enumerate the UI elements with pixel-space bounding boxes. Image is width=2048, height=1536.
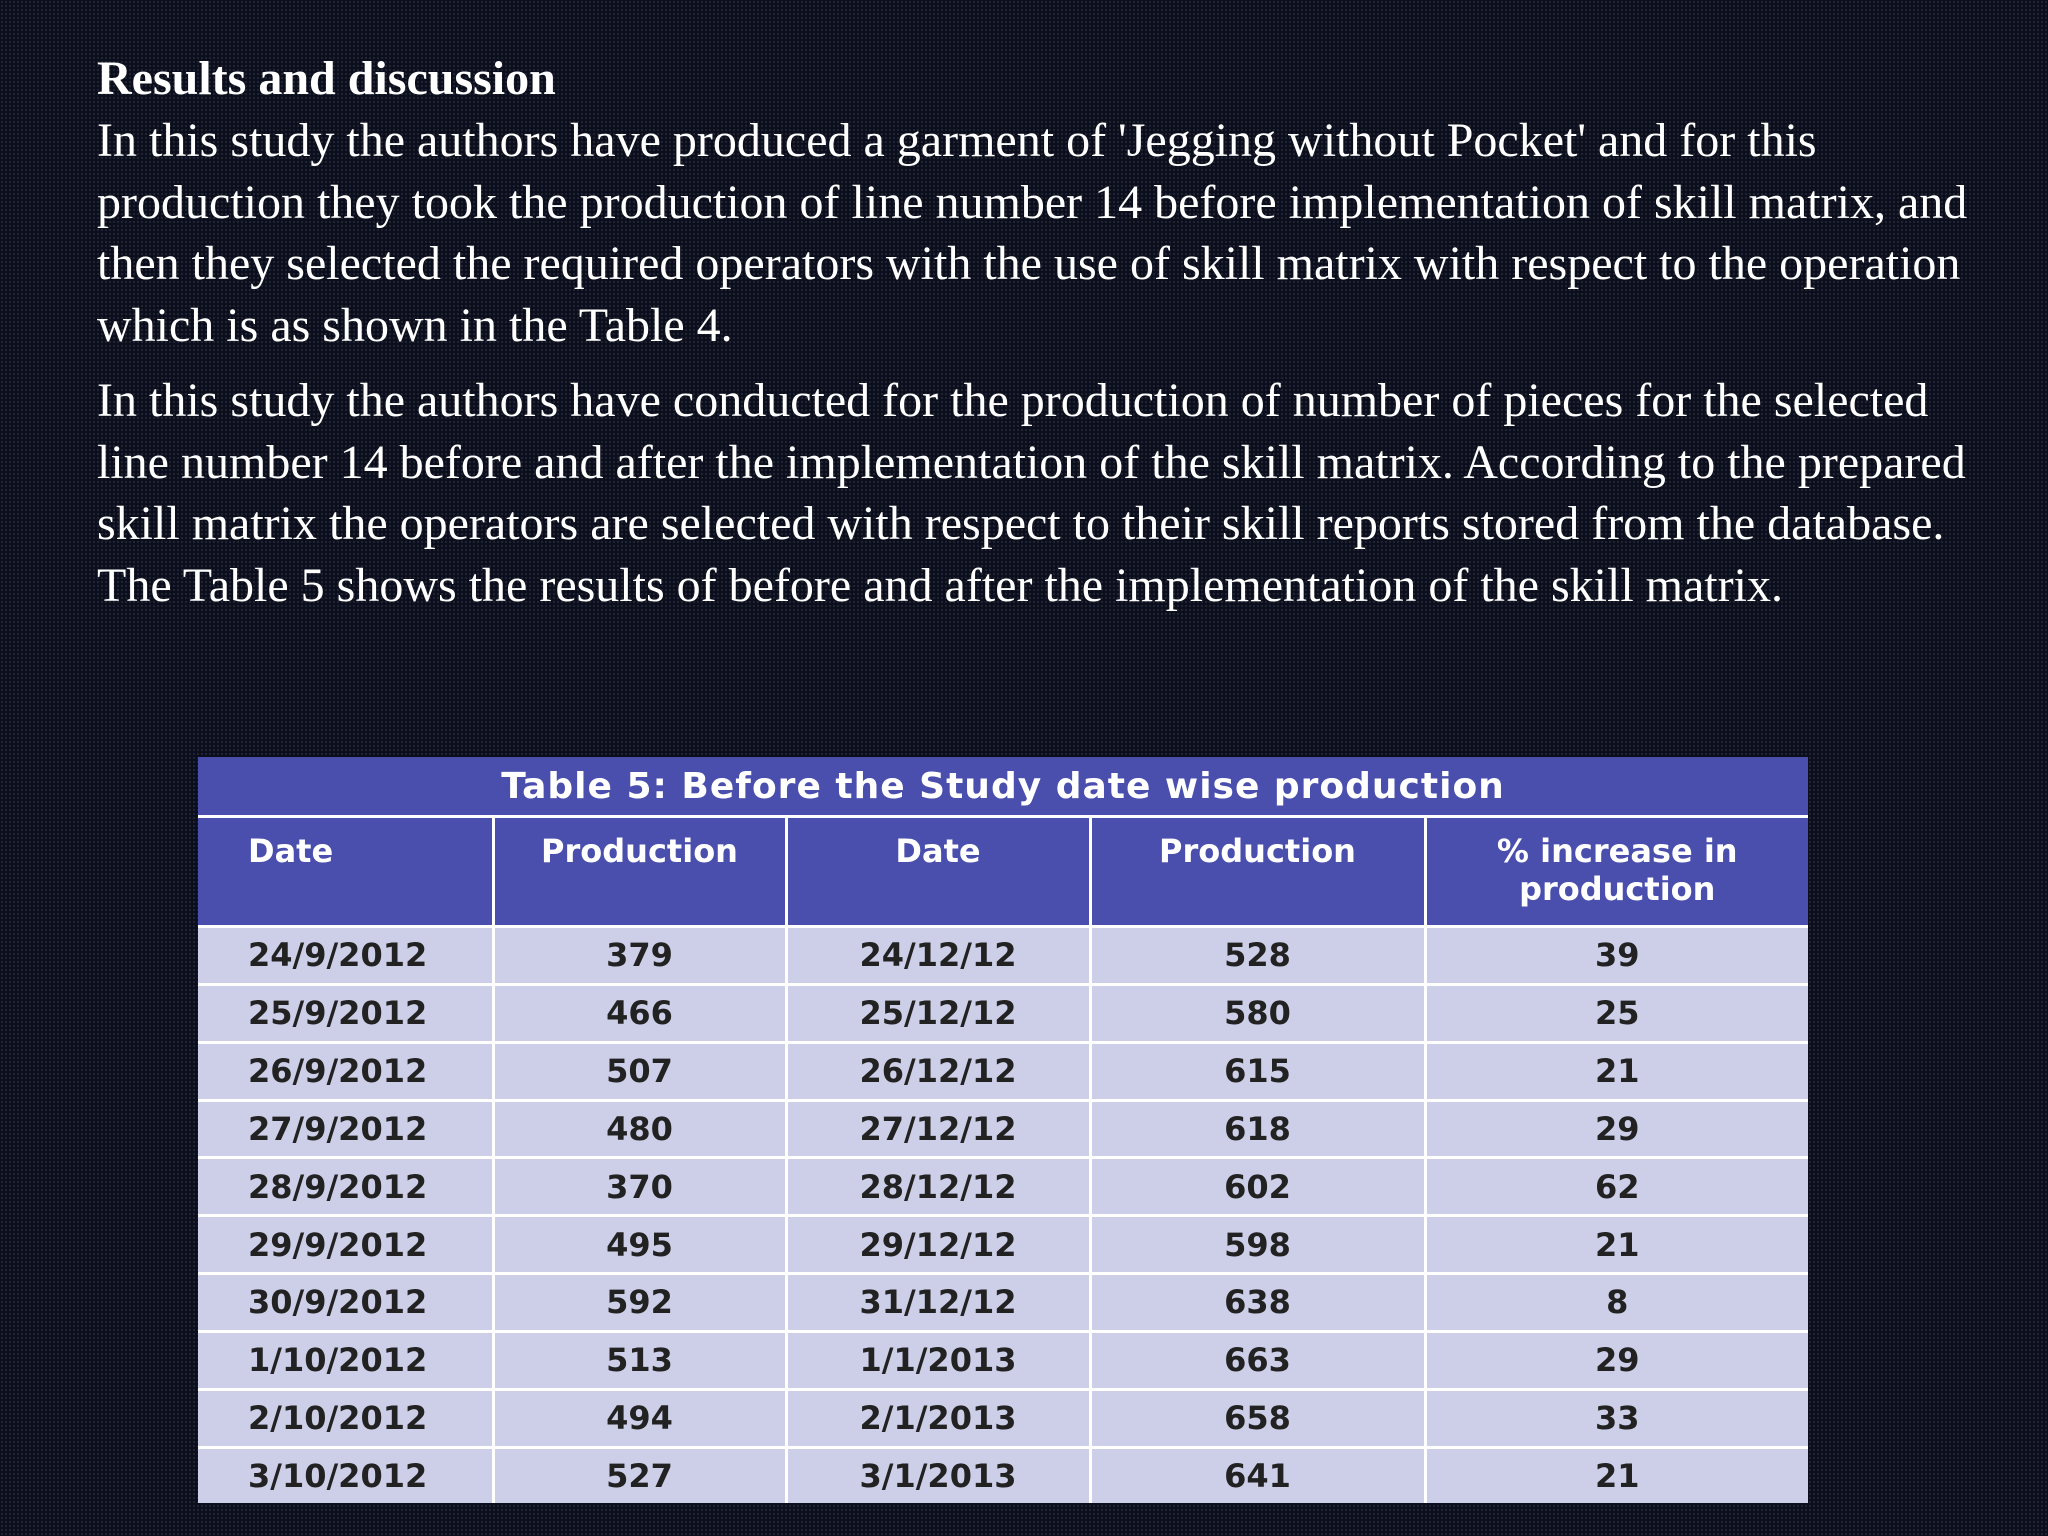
cell-date-after: 29/12/12 [786,1216,1090,1274]
cell-date-before: 24/9/2012 [198,927,493,985]
cell-percent-increase: 21 [1425,1042,1808,1100]
cell-date-before: 25/9/2012 [198,984,493,1042]
cell-production-before: 513 [493,1331,786,1389]
cell-percent-increase: 39 [1425,927,1808,985]
cell-percent-increase: 62 [1425,1158,1808,1216]
text-block [97,48,1997,616]
cell-percent-increase: 8 [1425,1274,1808,1332]
table-row [198,1100,1808,1158]
table-row [198,1447,1808,1503]
paragraph-1: In this study the authors have produced a garment of 'Jegging without Pocket' and for this production they took the production of line number 14 before implementation of skill matrix, and then they selected the required operators with the use of skill matrix with respect to the operation which is as shown in the Table 4. [97,114,1968,352]
cell-production-before: 466 [493,984,786,1042]
cell-date-after: 26/12/12 [786,1042,1090,1100]
table-row [198,1158,1808,1216]
production-table [198,757,1808,1503]
cell-production-after: 641 [1090,1447,1425,1503]
table-row [198,1274,1808,1332]
cell-date-before: 29/9/2012 [198,1216,493,1274]
header-date-before: Date [198,817,493,927]
cell-percent-increase: 25 [1425,984,1808,1042]
cell-percent-increase: 21 [1425,1216,1808,1274]
cell-date-before: 27/9/2012 [198,1100,493,1158]
table-row [198,1042,1808,1100]
cell-production-before: 370 [493,1158,786,1216]
table-body [198,927,1808,1504]
table-row [198,984,1808,1042]
cell-production-before: 379 [493,927,786,985]
cell-date-after: 27/12/12 [786,1100,1090,1158]
header-percent-increase: % increase in production [1425,817,1808,927]
cell-date-before: 3/10/2012 [198,1447,493,1503]
paragraph-2: In this study the authors have conducted for the production of number of pieces for the selected line number 14 before and after the implementation of the skill matrix. According to the prepared skill matrix the operators are selected with respect to their skill reports stored from the database. The Table 5 shows the results of before and after the implementation of the skill matrix. [97,374,1966,612]
header-production-before: Production [493,817,786,927]
table-caption: Table 5: Before the Study date wise production [198,757,1808,817]
cell-production-after: 658 [1090,1389,1425,1447]
cell-date-before: 26/9/2012 [198,1042,493,1100]
cell-production-after: 618 [1090,1100,1425,1158]
cell-date-before: 2/10/2012 [198,1389,493,1447]
cell-production-after: 615 [1090,1042,1425,1100]
cell-date-after: 28/12/12 [786,1158,1090,1216]
cell-production-before: 495 [493,1216,786,1274]
cell-production-before: 480 [493,1100,786,1158]
cell-production-after: 602 [1090,1158,1425,1216]
cell-percent-increase: 21 [1425,1447,1808,1503]
cell-production-after: 638 [1090,1274,1425,1332]
cell-date-after: 31/12/12 [786,1274,1090,1332]
cell-date-after: 24/12/12 [786,927,1090,985]
cell-production-before: 507 [493,1042,786,1100]
cell-production-after: 580 [1090,984,1425,1042]
cell-production-after: 598 [1090,1216,1425,1274]
cell-percent-increase: 29 [1425,1331,1808,1389]
table-row [198,927,1808,985]
table-row [198,1216,1808,1274]
cell-production-after: 663 [1090,1331,1425,1389]
cell-date-after: 2/1/2013 [786,1389,1090,1447]
table-row [198,1331,1808,1389]
cell-production-before: 592 [493,1274,786,1332]
cell-date-after: 1/1/2013 [786,1331,1090,1389]
cell-date-before: 1/10/2012 [198,1331,493,1389]
cell-date-before: 30/9/2012 [198,1274,493,1332]
cell-production-before: 494 [493,1389,786,1447]
cell-date-before: 28/9/2012 [198,1158,493,1216]
table-row [198,1389,1808,1447]
header-date-after: Date [786,817,1090,927]
section-heading: Results and discussion [97,52,556,105]
cell-percent-increase: 33 [1425,1389,1808,1447]
cell-date-after: 25/12/12 [786,984,1090,1042]
cell-date-after: 3/1/2013 [786,1447,1090,1503]
header-production-after: Production [1090,817,1425,927]
cell-percent-increase: 29 [1425,1100,1808,1158]
cell-production-before: 527 [493,1447,786,1503]
cell-production-after: 528 [1090,927,1425,985]
